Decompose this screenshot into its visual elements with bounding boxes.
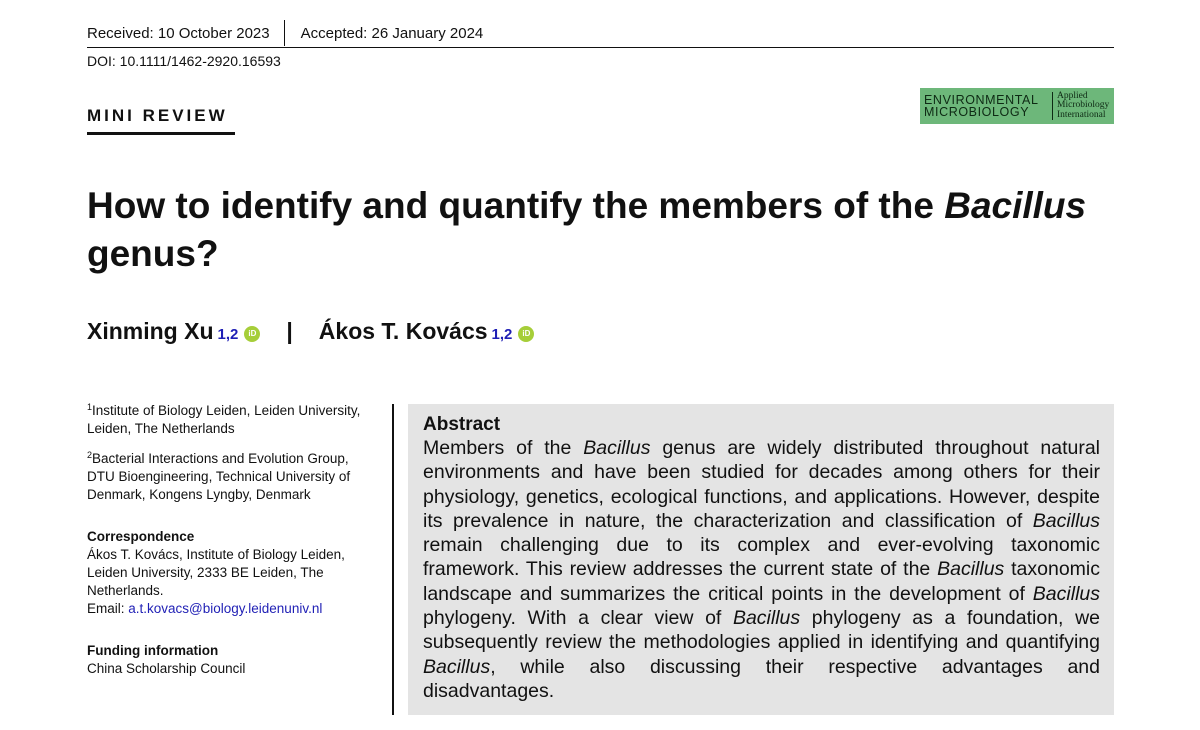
- article-dates: [87, 23, 483, 43]
- received-date: Received: 10 October 2023: [87, 24, 270, 42]
- category-underline: [87, 132, 235, 135]
- correspondence-text: Ákos T. Kovács, Institute of Biology Leiden, Leiden University, 2333 BE Leiden, The Netherlands.: [87, 547, 345, 598]
- author-affiliation[interactable]: 1,2: [217, 326, 239, 343]
- article-title: How to identify and quantify the members of the Bacillus genus?: [87, 185, 1087, 274]
- orcid-icon[interactable]: iD: [244, 326, 260, 342]
- correspondence-email: Email: a.t.kovacs@biology.leidenuniv.nl: [87, 601, 323, 616]
- abstract-box: [408, 404, 1114, 715]
- email-link[interactable]: a.t.kovacs@biology.leidenuniv.nl: [128, 601, 323, 616]
- date-divider: [284, 20, 285, 46]
- publisher-name: Applied Microbiology International: [1057, 90, 1110, 120]
- correspondence-heading: Correspondence: [87, 529, 195, 544]
- doi[interactable]: DOI: 10.1111/1462-2920.16593: [87, 53, 281, 69]
- author-name[interactable]: Ákos T. Kovács: [318, 318, 488, 344]
- author-list: [87, 318, 534, 345]
- abstract-heading: Abstract: [423, 414, 501, 435]
- logo-divider: [1052, 92, 1053, 120]
- orcid-icon[interactable]: iD: [518, 326, 534, 342]
- column-divider: [392, 404, 394, 715]
- author-affiliation[interactable]: 1,2: [491, 326, 513, 343]
- funding-text: China Scholarship Council: [87, 661, 246, 676]
- article-info: [87, 398, 379, 678]
- abstract-text: Members of the Bacillus genus are widely distributed throughout natural environments and have been studied for decades among others for their physiology, genetics, ecological functions, and applications. However, despite its prevalence in nature, the characterization and classification of Bacillus remain challenging due to its complex and ever-evolving taxonomic framework. This review addresses the current state of the Bacillus taxonomic landscape and summarizes the critical points in the development of Bacillus phylogeny. With a clear view of Bacillus phylogeny as a foundation, we subsequently review the methodologies applied in identifying and quantifying Bacillus, while also discussing their respective advantages and disadvantages.: [423, 437, 1101, 702]
- accepted-date: Accepted: 26 January 2024: [300, 24, 484, 42]
- author-separator: |: [286, 318, 293, 344]
- header-rule: [87, 47, 1114, 48]
- funding-heading: Funding information: [87, 643, 219, 658]
- affiliation-2: $^2$Bacterial Interactions and Evolution Group, DTU Bioengineering, Technical University of Denmark, Kongens Lyngby, Denmark: [87, 450, 351, 502]
- author-name[interactable]: Xinming Xu: [87, 318, 214, 344]
- journal-name: ENVIRONMENTAL MICROBIOLOGY: [924, 93, 1039, 119]
- affiliation-1: $^1$Institute of Biology Leiden, Leiden University, Leiden, The Netherlands: [87, 402, 361, 436]
- article-category: MINI REVIEW: [87, 106, 228, 125]
- journal-logo[interactable]: [920, 88, 1114, 124]
